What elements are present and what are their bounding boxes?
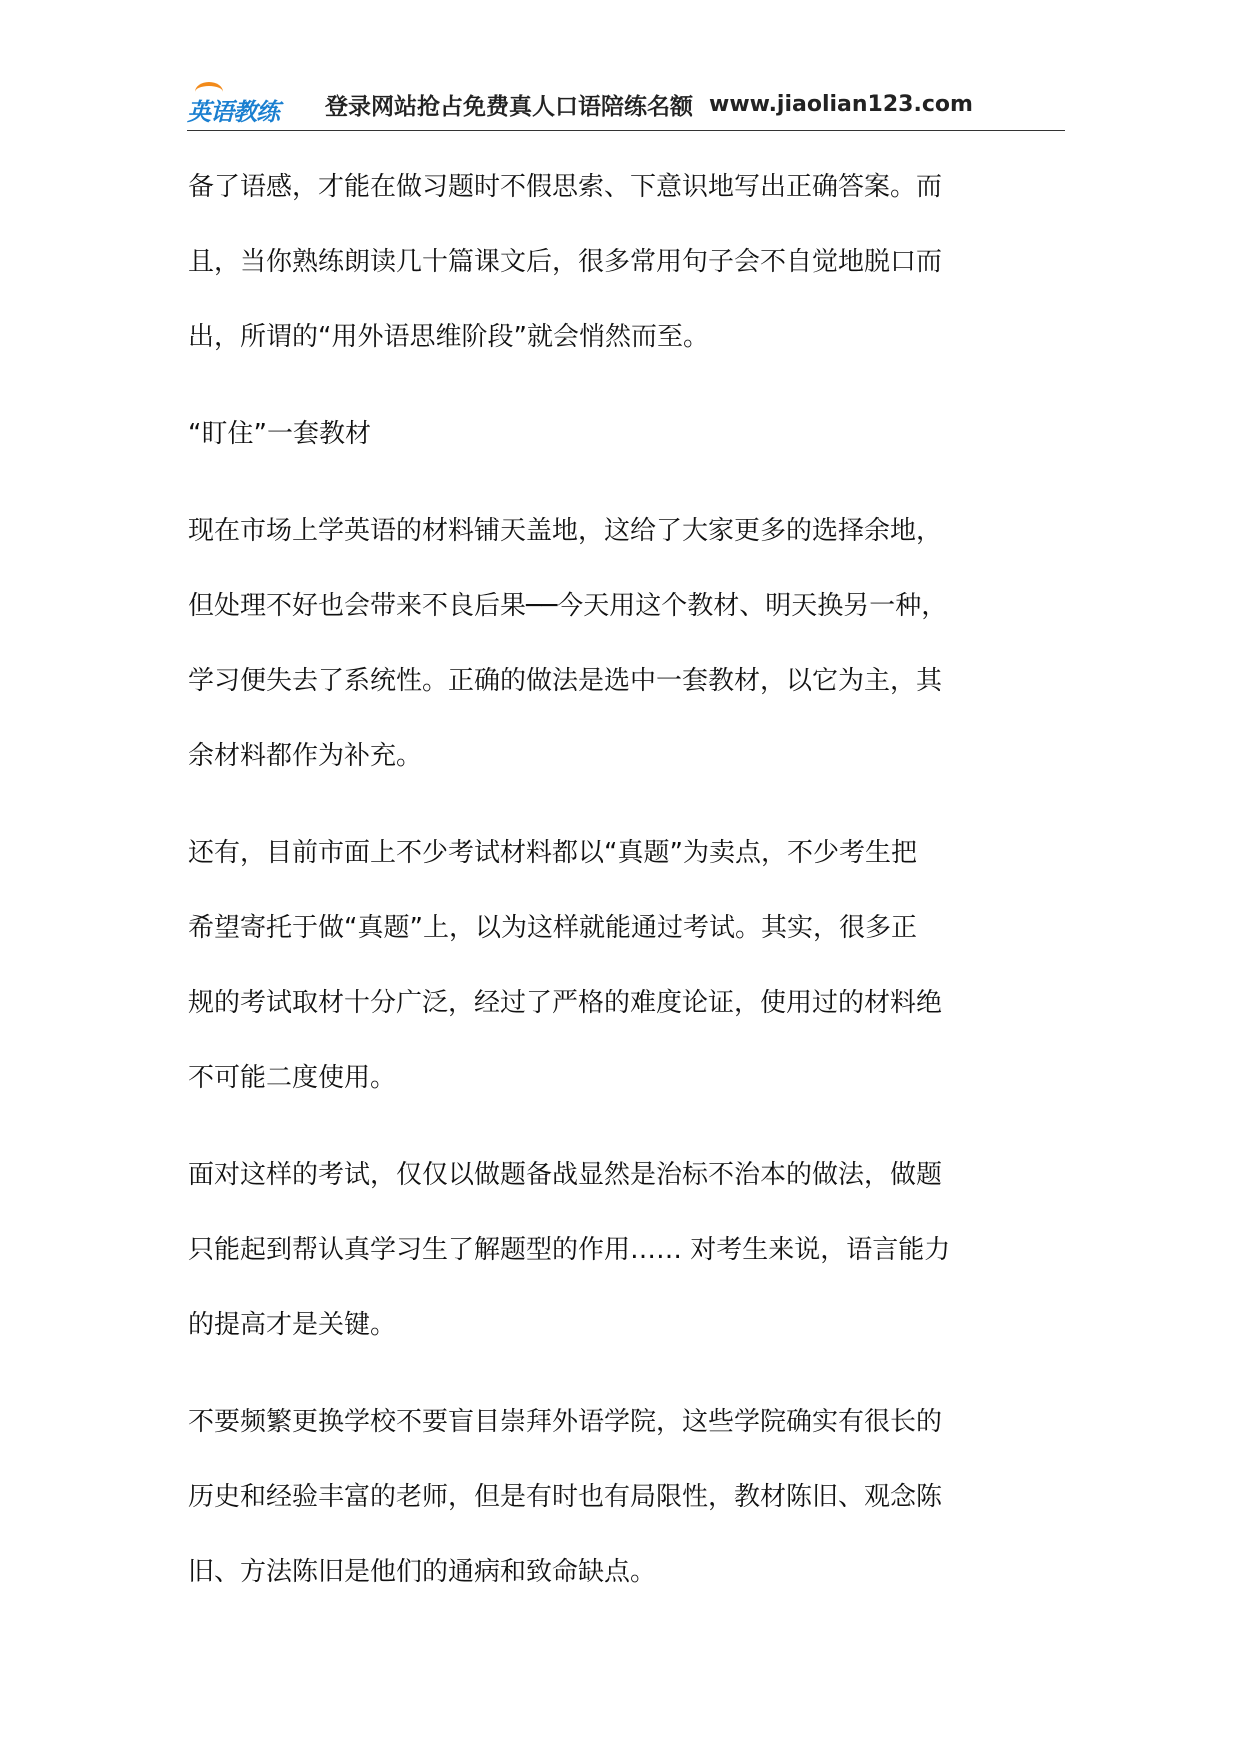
site-logo [187,82,305,126]
paragraph-5 [188,1138,1048,1363]
section-heading [188,397,1048,472]
paragraph-1 [188,150,1048,375]
logo-text: 英语教练 [187,98,279,126]
text-line: 不要频繁更换学校不要盲目崇拜外语学院，这些学院确实有很长的 [188,1407,943,1437]
page-header [187,76,1065,132]
text-line: 学习便失去了系统性。正确的做法是选中一套教材，以它为主，其 [188,666,943,696]
text-line: 且，当你熟练朗读几十篇课文后，很多常用句子会不自觉地脱口而 [188,247,943,277]
text-line: 出，所谓的“用外语思维阶段”就会悄然而至。 [188,322,709,352]
text-line: 不可能二度使用。 [188,1063,397,1093]
text-line: 面对这样的考试，仅仅以做题备战显然是治标不治本的做法，做题 [188,1160,943,1190]
text-line: 希望寄托于做“真题”上，以为这样就能通过考试。其实，很多正 [188,913,917,943]
paragraph-3 [188,494,1048,794]
text-line: 只能起到帮认真学习生了解题型的作用…… 对考生来说，语言能力 [188,1235,951,1265]
text-line: 还有，目前市面上不少考试材料都以“真题”为卖点，不少考生把 [188,838,917,868]
text-line: 历史和经验丰富的老师，但是有时也有局限性，教材陈旧、观念陈 [188,1482,943,1512]
text-line: 旧、方法陈旧是他们的通病和致命缺点。 [188,1557,657,1587]
text-line: 备了语感，才能在做习题时不假思索、下意识地写出正确答案。而 [188,172,943,202]
document-body [188,150,1048,1632]
text-line: 但处理不好也会带来不良后果──今天用这个教材、明天换另一种， [188,591,948,621]
text-line: 的提高才是关键。 [188,1310,397,1340]
paragraph-4 [188,816,1048,1116]
text-line: 规的考试取材十分广泛，经过了严格的难度论证，使用过的材料绝 [188,988,943,1018]
header-url: www.jiaolian123.com [709,91,973,117]
text-line: 余材料都作为补充。 [188,741,423,771]
text-line: 现在市场上学英语的材料铺天盖地，这给了大家更多的选择余地， [188,516,943,546]
paragraph-6 [188,1385,1048,1610]
header-divider [187,130,1065,131]
text-line: “盯住”一套教材 [188,419,371,449]
header-slogan: 登录网站抢占免费真人口语陪练名额 [325,93,693,120]
